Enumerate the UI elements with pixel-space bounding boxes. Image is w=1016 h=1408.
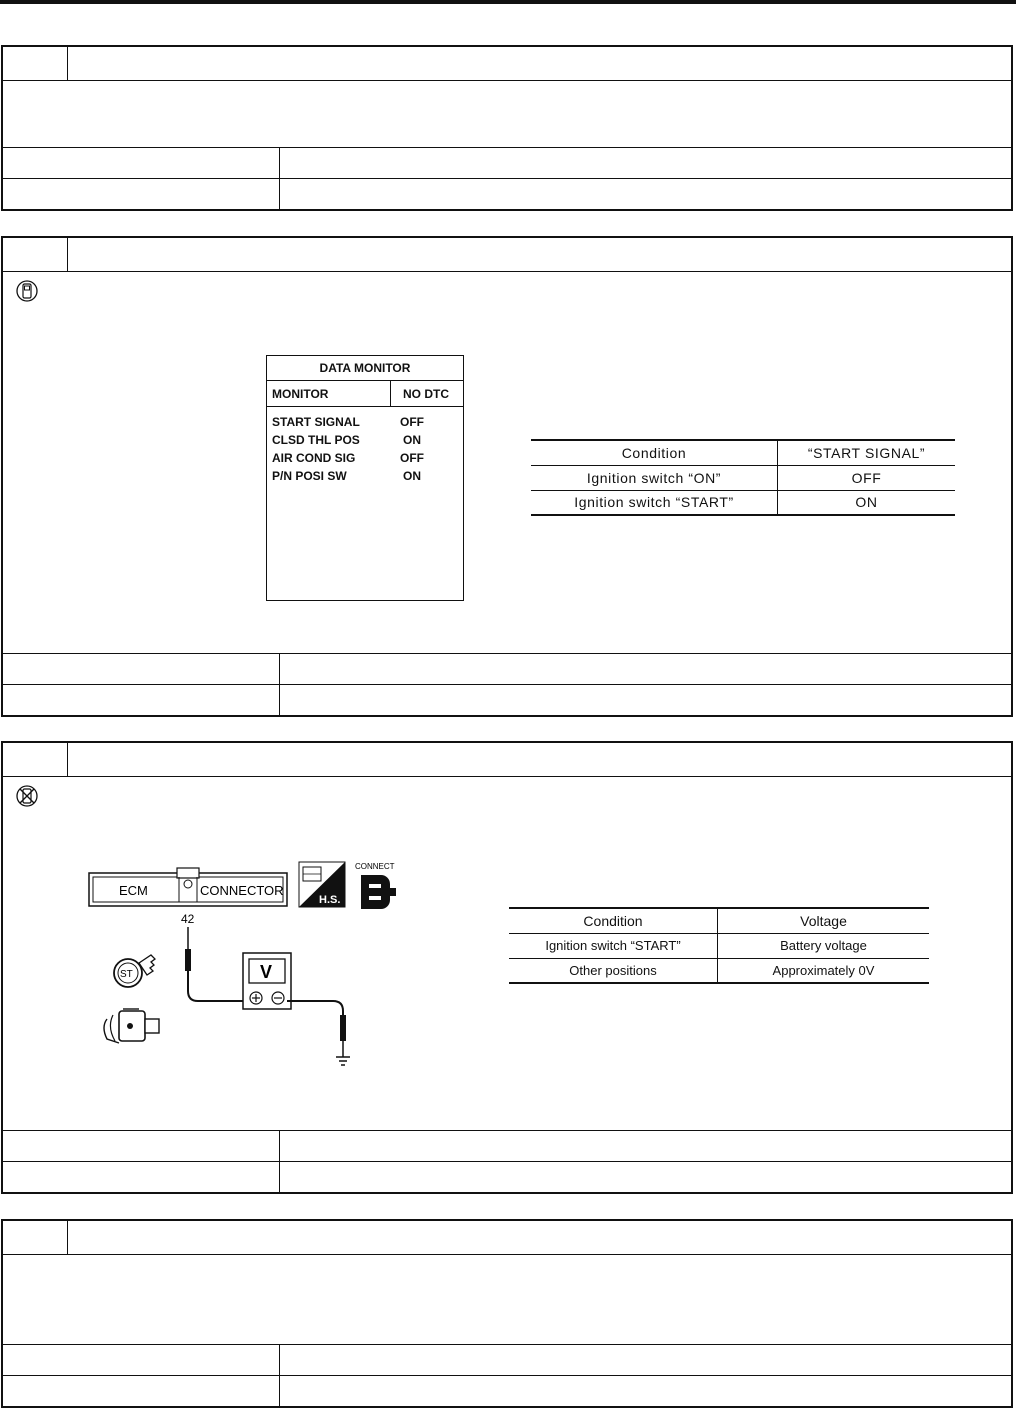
table-header-row — [531, 440, 955, 465]
table-cell: Approximately 0V — [718, 958, 930, 983]
step-section-3 — [1, 741, 1013, 1194]
data-monitor-title: DATA MONITOR — [267, 356, 463, 381]
step-number-cell — [3, 47, 68, 80]
result-rows — [3, 147, 1011, 209]
step-number-cell — [3, 238, 68, 271]
ground-symbol — [336, 1057, 350, 1065]
step-section-1 — [1, 45, 1013, 211]
monitor-item-name: START SIGNAL — [272, 415, 360, 429]
table-row — [531, 490, 955, 515]
result-row-ng — [3, 1375, 1011, 1406]
voltmeter — [243, 953, 291, 1009]
table-header-cell: Condition — [509, 908, 718, 933]
monitor-item-name: P/N POSI SW — [272, 469, 347, 483]
result-label-cell — [3, 654, 280, 684]
step-section-2 — [1, 236, 1013, 717]
disconnect-connector-icon — [104, 1009, 159, 1043]
table-cell: Ignition switch “START” — [531, 490, 778, 515]
result-rows — [3, 653, 1011, 715]
result-label-cell — [3, 685, 280, 715]
result-rows — [3, 1344, 1011, 1406]
result-rows — [3, 1130, 1011, 1192]
step-section-4 — [1, 1219, 1013, 1408]
ecm-connector — [89, 868, 287, 906]
terminal-number: 42 — [181, 912, 195, 926]
monitor-item-name: CLSD THL POS — [272, 433, 360, 447]
consult-mode-icon — [15, 278, 39, 304]
table-header-cell: Voltage — [718, 908, 930, 933]
table-cell: OFF — [778, 465, 956, 490]
monitor-item — [267, 432, 463, 450]
monitor-item-name: AIR COND SIG — [272, 451, 356, 465]
monitor-item-value: OFF — [400, 415, 424, 429]
monitor-column-label: MONITOR — [272, 387, 329, 401]
table-header-row — [509, 908, 929, 933]
result-row-ng — [3, 178, 1011, 209]
top-rule — [0, 0, 1016, 4]
ignition-key-icon — [114, 955, 155, 987]
connector-name-label: CONNECTOR — [200, 883, 284, 898]
monitor-item — [267, 450, 463, 468]
table-cell: Battery voltage — [718, 933, 930, 958]
voltage-table — [509, 907, 929, 984]
result-label-cell — [3, 1131, 280, 1161]
result-label-cell — [3, 179, 280, 209]
result-row-ng — [3, 684, 1011, 715]
meter-label: V — [260, 962, 273, 982]
table-header-cell: “START SIGNAL” — [778, 440, 956, 465]
start-signal-table — [531, 439, 955, 516]
table-row — [531, 465, 955, 490]
monitor-item-value: ON — [403, 469, 421, 483]
monitor-item-value: OFF — [400, 451, 424, 465]
result-label-cell — [3, 148, 280, 178]
negative-probe — [340, 1015, 346, 1041]
result-row-ok — [3, 1130, 1011, 1161]
monitor-item-value: ON — [403, 433, 421, 447]
table-cell: Ignition switch “START” — [509, 933, 718, 958]
result-row-ok — [3, 147, 1011, 178]
harness-side-label: H.S. — [319, 894, 341, 906]
result-label-cell — [3, 1162, 280, 1192]
step-header — [3, 1221, 1011, 1255]
status-column-label: NO DTC — [403, 387, 449, 401]
connect-label: CONNECT — [355, 862, 395, 871]
monitor-item — [267, 414, 463, 432]
monitor-item — [267, 468, 463, 486]
table-row — [509, 958, 929, 983]
result-row-ok — [3, 1344, 1011, 1375]
harness-side-icon — [299, 862, 345, 907]
step-header — [3, 47, 1011, 81]
result-label-cell — [3, 1345, 280, 1375]
step-header — [3, 238, 1011, 272]
table-header-cell: Condition — [531, 440, 778, 465]
result-row-ng — [3, 1161, 1011, 1192]
table-row — [509, 933, 929, 958]
result-label-cell — [3, 1376, 280, 1406]
table-cell: ON — [778, 490, 956, 515]
table-cell: Ignition switch “ON” — [531, 465, 778, 490]
key-position-label: ST — [120, 969, 133, 980]
connect-icon — [355, 862, 396, 909]
data-monitor-screen — [266, 355, 464, 601]
positive-probe — [185, 949, 191, 971]
table-cell: Other positions — [509, 958, 718, 983]
connector-ecm-label: ECM — [119, 883, 148, 898]
ecm-voltage-diagram — [3, 743, 423, 1083]
data-monitor-header — [267, 381, 463, 407]
step-number-cell — [3, 1221, 68, 1254]
result-row-ok — [3, 653, 1011, 684]
